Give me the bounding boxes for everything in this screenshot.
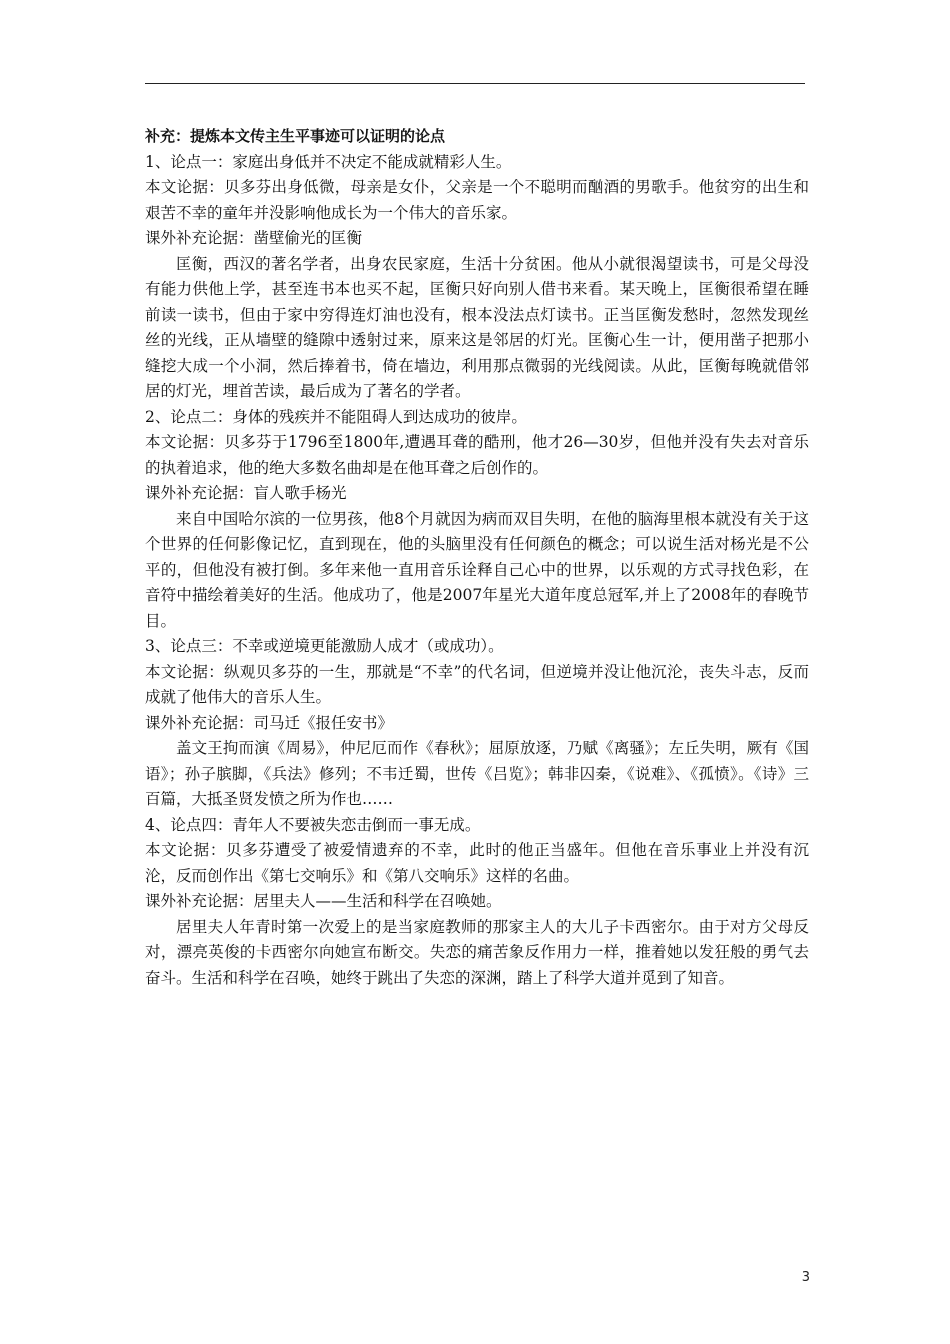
text-evidence-1: 本文论据：贝多芬出身低微，母亲是女仆，父亲是一个不聪明而酗酒的男歌手。他贫穷的出生和艰苦不幸的童年并没影响他成长为一个伟大的音乐家。 [145,178,809,222]
extra-evidence-label-3: 课外补充论据：司马迁《报任安书》 [145,713,394,732]
document-body [145,124,809,991]
extra-evidence-body-2: 来自中国哈尔滨的一位男孩，他8个月就因为病而双目失明，在他的脑海里根本就没有关于这个世界的任何影像记忆，直到现在，他的头脑里没有任何颜色的概念；可以说生活对杨光是不公平的，但他没有被打倒。多年来他一直用音乐诠释自己心中的世界，以乐观的方式寻找色彩，在音符中描绘着美好的生活。他成功了，他是2007年星光大道年度总冠军,并上了2008年的春晚节目。 [145,509,809,630]
extra-evidence-label-1: 课外补充论据：凿壁偷光的匡衡 [145,229,363,247]
argument-point-1: 1、论点一：家庭出身低并不决定不能成就精彩人生。 [145,152,512,171]
extra-evidence-label-2: 课外补充论据：盲人歌手杨光 [145,484,347,502]
text-evidence-2: 本文论据：贝多芬于1796至1800年,遭遇耳聋的酷刑，他才26—30岁，但他并没有失去对音乐的执着追求，他的绝大多数名曲却是在他耳聋之后创作的。 [145,433,809,477]
page-number: 3 [801,1270,810,1285]
extra-evidence-body-4: 居里夫人年青时第一次爱上的是当家庭教师的那家主人的大儿子卡西密尔。由于对方父母反对，漂亮英俊的卡西密尔向她宣布断交。失恋的痛苦象反作用力一样，推着她以发狂般的勇气去奋斗。生活和科学在召唤，她终于跳出了失恋的深渊，踏上了科学大道并觅到了知音。 [145,917,809,987]
text-evidence-4: 本文论据：贝多芬遭受了被爱情遗弃的不幸，此时的他正当盛年。但他在音乐事业上并没有沉沦，反而创作出《第七交响乐》和《第八交响乐》这样的名曲。 [145,841,809,885]
extra-evidence-body-1: 匡衡，西汉的著名学者，出身农民家庭，生活十分贫困。他从小就很渴望读书，可是父母没有能力供他上学，甚至连书本也买不起，匡衡只好向别人借书来看。某天晚上，匡衡很希望在睡前读一读书，但由于家中穷得连灯油也没有，根本没法点灯读书。正当匡衡发愁时，忽然发现丝丝的光线，正从墙壁的缝隙中透射过来，原来这是邻居的灯光。匡衡心生一计，便用凿子把那小缝挖大成一个小洞，然后捧着书，倚在墙边，利用那点微弱的光线阅读。从此，匡衡每晚就借邻居的灯光，埋首苦读，最后成为了著名的学者。 [145,254,809,400]
argument-point-2: 2、论点二：身体的残疾并不能阻碍人到达成功的彼岸。 [145,407,527,426]
header-rule [145,83,805,84]
argument-point-3: 3、论点三：不幸或逆境更能激励人成才（或成功）。 [145,637,504,655]
argument-point-4: 4、论点四：青年人不要被失恋击倒而一事无成。 [145,815,481,834]
extra-evidence-body-3: 盖文王拘而演《周易》，仲尼厄而作《春秋》；屈原放逐，乃赋《离骚》；左丘失明，厥有《国语》；孙子膑脚，《兵法》修列；不韦迁蜀，世传《吕览》；韩非囚秦，《说难》、《孤愤》。《诗》三百篇，大抵圣贤发愤之所为作也…… [145,739,809,808]
section-heading: 补充：提炼本文传主生平事迹可以证明的论点 [145,127,446,145]
text-evidence-3: 本文论据：纵观贝多芬的一生，那就是“不幸”的代名词，但逆境并没让他沉沦，丧失斗志，反而成就了他伟大的音乐人生。 [145,662,809,706]
extra-evidence-label-4: 课外补充论据：居里夫人——生活和科学在召唤她。 [145,892,502,910]
